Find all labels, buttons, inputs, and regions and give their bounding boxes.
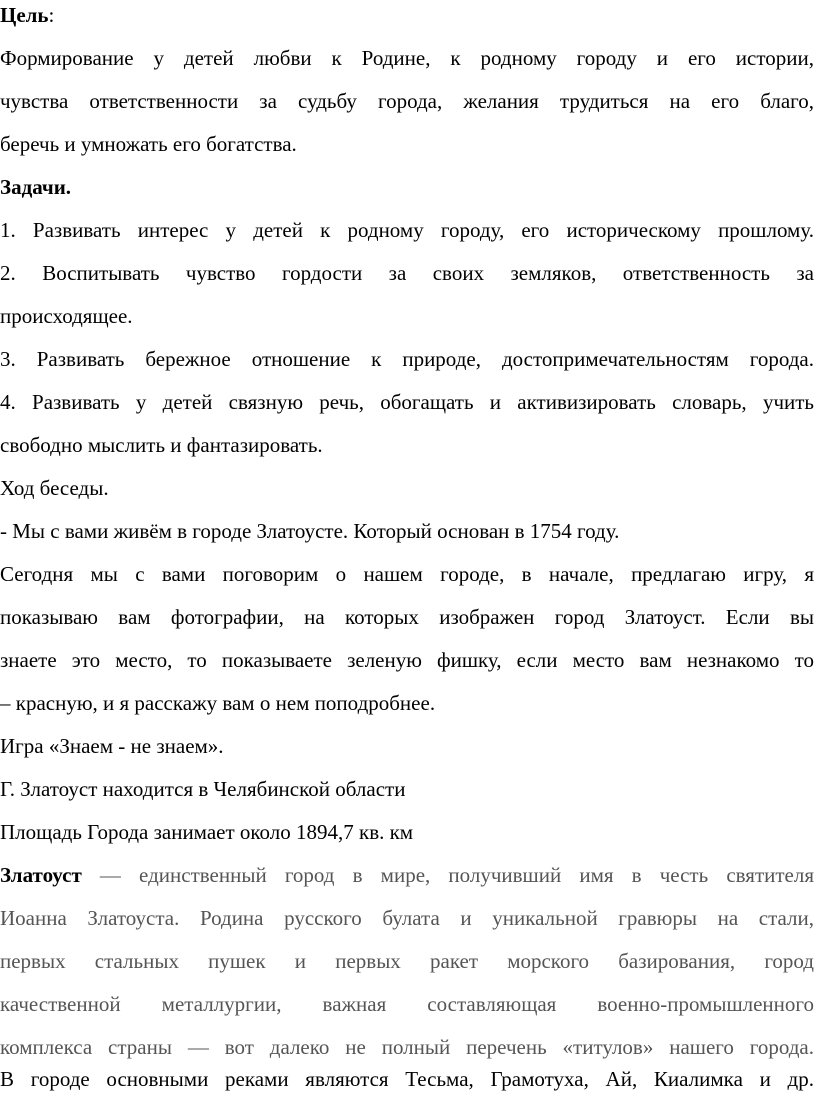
task-line: 4. Развивать у детей связную речь, обогащать и активизировать словарь, учить bbox=[0, 390, 814, 414]
zlatoust-first-line-rest: — единственный город в мире, получивший имя в честь святителя bbox=[81, 863, 814, 887]
conversation-heading: Ход беседы. bbox=[0, 476, 109, 500]
goal-line: Формирование у детей любви к Родине, к родному городу и его истории, bbox=[0, 46, 814, 70]
conversation-line: знаете это место, то показываете зеленую фишку, если место вам незнакомо то bbox=[0, 648, 814, 672]
conversation-line: - Мы с вами живём в городе Златоусте. Который основан в 1754 году. bbox=[0, 519, 620, 543]
zlatoust-name: Златоуст bbox=[0, 863, 82, 887]
conversation-line: Г. Златоуст находится в Челябинской области bbox=[0, 777, 406, 801]
conversation-line: Площадь Города занимает около 1894,7 кв. км bbox=[0, 820, 414, 844]
zlatoust-line: первых стальных пушек и первых ракет морского базирования, город bbox=[0, 949, 814, 973]
goal-heading-colon: : bbox=[48, 3, 55, 27]
goal-line: беречь и умножать его богатства. bbox=[0, 132, 297, 156]
task-line: 2. Воспитывать чувство гордости за своих земляков, ответственность за bbox=[0, 261, 814, 285]
goal-heading: Цель bbox=[0, 3, 49, 27]
conversation-line: – красную, и я расскажу вам о нем поподробнее. bbox=[0, 691, 436, 715]
zlatoust-line bbox=[0, 860, 814, 890]
task-line: свободно мыслить и фантазировать. bbox=[0, 433, 323, 457]
game-title: Игра «Знаем - не знаем». bbox=[0, 734, 224, 758]
conversation-line: Сегодня мы с вами поговорим о нашем городе, в начале, предлагаю игру, я bbox=[0, 562, 814, 586]
rivers-line: В городе основными реками являются Тесьма, Грамотуха, Ай, Киалимка и др. bbox=[0, 1067, 814, 1091]
zlatoust-line: комплекса страны — вот далеко не полный перечень «титулов» нашего города. bbox=[0, 1035, 814, 1059]
task-line: происходящее. bbox=[0, 304, 133, 328]
tasks-heading: Задачи. bbox=[0, 175, 72, 199]
task-line: 3. Развивать бережное отношение к природе, достопримечательностям города. bbox=[0, 347, 814, 371]
zlatoust-line: Иоанна Златоуста. Родина русского булата и уникальной гравюры на стали, bbox=[0, 906, 814, 930]
conversation-line: показываю вам фотографии, на которых изображен город Златоуст. Если вы bbox=[0, 605, 814, 629]
goal-heading-line bbox=[0, 0, 814, 30]
goal-line: чувства ответственности за судьбу города, желания трудиться на его благо, bbox=[0, 89, 814, 113]
zlatoust-line: качественной металлургии, важная составляющая военно-промышленного bbox=[0, 992, 814, 1016]
task-line: 1. Развивать интерес у детей к родному городу, его историческому прошлому. bbox=[0, 218, 814, 242]
